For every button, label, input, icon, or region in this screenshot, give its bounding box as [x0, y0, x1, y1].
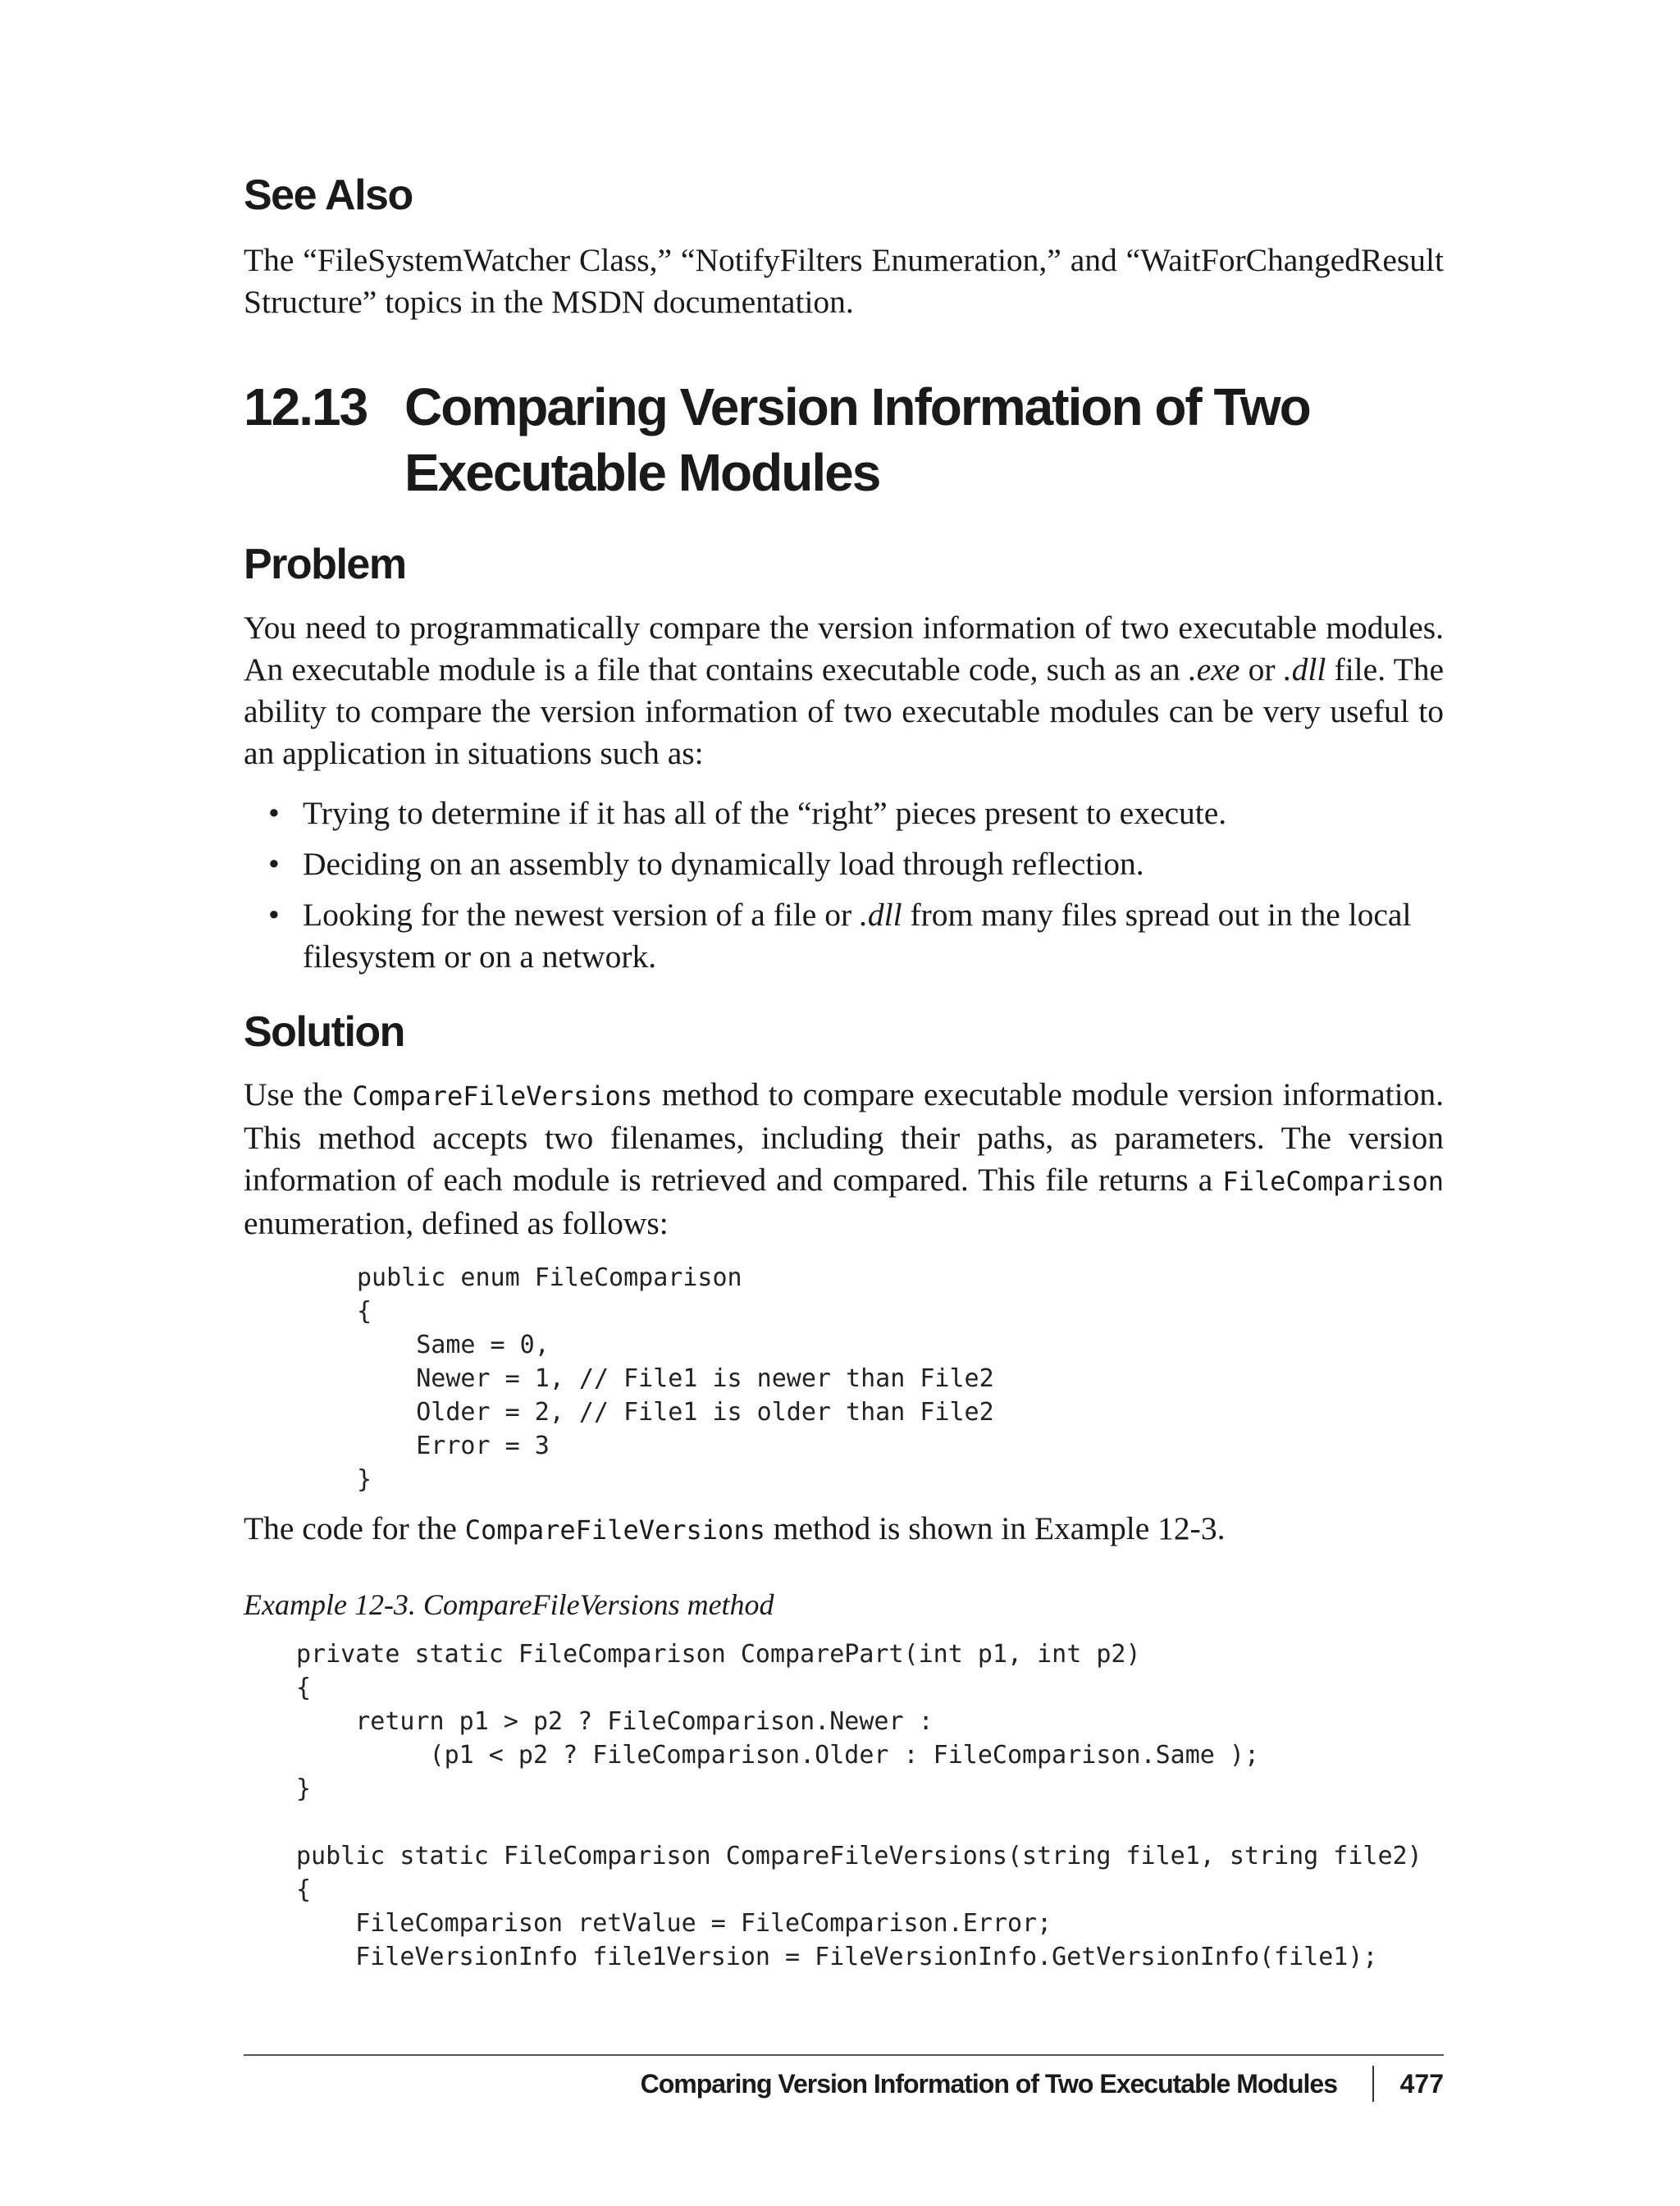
solution2-text-a: The code for the [244, 1510, 465, 1546]
enum-code-block: public enum FileComparison { Same = 0, Newer = 1, // File1 is newer than File2 Older = 2, // File1 is older than File2 Error = 3 } [357, 1263, 994, 1494]
problem-text-b: or [1239, 651, 1284, 687]
section-number: 12.13 [244, 377, 368, 436]
problem-text-a: You need to programmatically compare the version information of two executable modules. An executable module is a file that contains executable code, such as an [244, 610, 1444, 687]
list-item [244, 792, 1444, 834]
bullet3-text-b: from many files spread out in the local filesystem or on a network. [303, 897, 1412, 975]
solution-text-b: method to compare executable module version information. This method accepts two filenames, including their paths, as parameters. The version information of each module is retrieved and compared. This file returns a [244, 1076, 1444, 1198]
list-item [244, 894, 1444, 978]
page-number: 477 [1399, 2069, 1444, 2099]
problem-dll: .dll [1283, 651, 1326, 687]
list-item [244, 843, 1444, 885]
problem-bullet-list [244, 792, 1444, 987]
problem-paragraph [244, 607, 1444, 774]
problem-text-c: file. The ability to compare the version information of two executable modules can be very useful to an application in situations such as: [244, 651, 1444, 771]
see-also-text: The “FileSystemWatcher Class,” “NotifyFilters Enumeration,” and “WaitForChangedResult Structure” topics in the MSDN documentation. [244, 242, 1444, 320]
footer-separator [1372, 2066, 1374, 2102]
section-title-line2: Executable Modules [404, 443, 880, 502]
section-heading [244, 374, 1444, 505]
running-footer [244, 2069, 1444, 2110]
problem-exe: .exe [1188, 651, 1240, 687]
example-code-block: private static FileComparison ComparePart(int p1, int p2) { return p1 > p2 ? FileComparison.Newer : (p1 < p2 ? FileComparison.Older : FileComparison.Same ); } public static FileComparison CompareFileVersions(string file1, string file2) { FileComparison retValue = FileComparison.Error; FileVersionInfo file1Version = FileVersionInfo.GetVersionInfo(file1); [296, 1640, 1422, 1971]
solution-paragraph-2 [244, 1508, 1444, 1551]
bullet3-dll: .dll [859, 897, 902, 933]
example-caption: Example 12-3. CompareFileVersions method [244, 1588, 774, 1621]
inline-code: CompareFileVersions [352, 1080, 653, 1112]
bullet-text: Deciding on an assembly to dynamically load through reflection. [303, 846, 1144, 882]
solution-text-c: enumeration, defined as follows: [244, 1205, 669, 1241]
bullet-icon: • [268, 897, 280, 933]
bullet-icon: • [268, 795, 280, 831]
bullet-text [303, 897, 1411, 975]
solution-text-a: Use the [244, 1076, 353, 1112]
footer-divider [244, 2054, 1444, 2056]
see-also-heading: See Also [244, 171, 413, 219]
inline-code: CompareFileVersions [464, 1514, 765, 1546]
bullet3-text-a: Looking for the newest version of a file or [303, 897, 860, 933]
bullet-icon: • [268, 846, 280, 882]
section-title-line1: Comparing Version Information of Two [404, 377, 1310, 436]
bullet-text: Trying to determine if it has all of the “right” pieces present to execute. [303, 795, 1227, 831]
footer-title: Comparing Version Information of Two Executable Modules [640, 2069, 1337, 2099]
solution-heading: Solution [244, 1008, 404, 1056]
solution2-text-b: method is shown in Example 12-3. [765, 1510, 1226, 1546]
solution-paragraph [244, 1074, 1444, 1245]
inline-code: FileComparison [1222, 1166, 1444, 1197]
section-title [404, 374, 1389, 505]
problem-heading: Problem [244, 541, 406, 588]
